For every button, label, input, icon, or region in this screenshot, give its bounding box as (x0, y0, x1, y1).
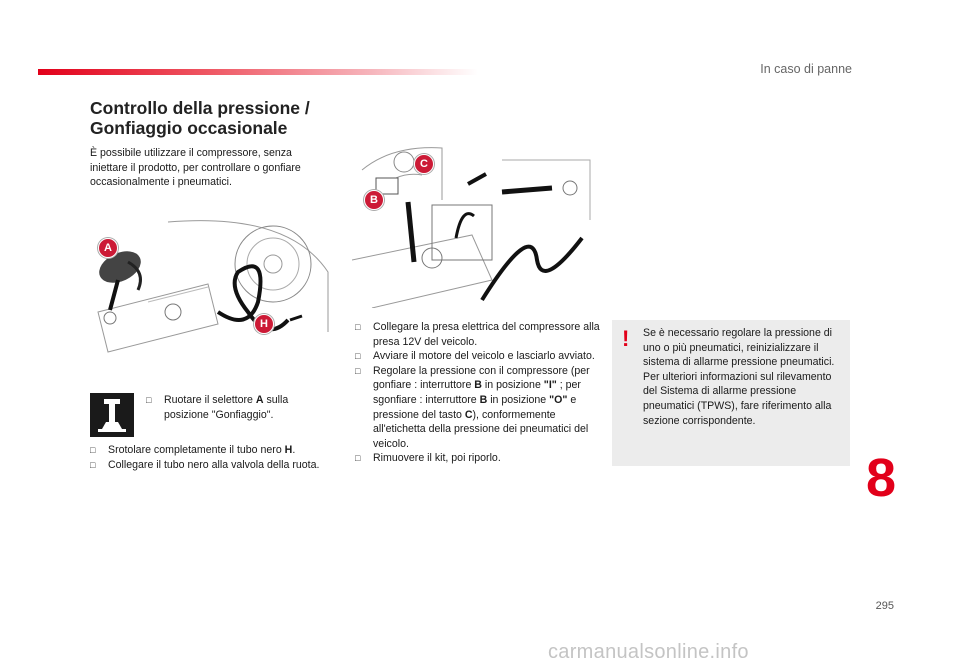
header-accent-bar (38, 69, 478, 75)
list-item (90, 443, 330, 458)
compressor-illustration (88, 212, 338, 362)
steps-left-bottom (90, 443, 330, 472)
list-item (146, 393, 326, 422)
step-text: Ruotare il selettore (164, 394, 256, 406)
exclamation-icon: ! (622, 326, 630, 351)
step-text: ), conformemente all'etichetta della pressione dei pneumatici del veicolo. (373, 408, 589, 450)
watermark-text: carmanualsonline.info (548, 641, 749, 663)
step-bold: A (255, 394, 264, 406)
section-title: In caso di panne (760, 62, 852, 76)
warning-note-line1: Se è necessario regolare la pressione di uno o più pneumatici, reinizializzare il sistema di allarme pressione pneumatici. (643, 327, 835, 369)
list-item: □ Rimuovere il kit, poi riporlo. (355, 451, 600, 466)
step-bold: H (284, 444, 293, 456)
list-item: □ Avviare il motore del veicolo e lasciarlo avviato. (355, 349, 600, 364)
warning-note-box (612, 320, 850, 466)
list-item (355, 364, 600, 452)
page-title-line2: Gonfiaggio occasionale (90, 118, 288, 138)
label-c-badge: C (414, 154, 434, 174)
step-text: in posizione (487, 393, 550, 406)
gauge-pictogram-icon (90, 393, 134, 437)
steps-left-top (146, 393, 326, 422)
step-bold: "I" (543, 379, 557, 392)
warning-note-text (643, 326, 843, 428)
step-text: in posizione (481, 379, 544, 392)
step-bold: B (479, 393, 488, 406)
figure-compressor-selector (88, 212, 338, 362)
label-a-badge: A (98, 238, 118, 258)
step-text: ; per sgonfiare : interruttore (373, 379, 581, 406)
chapter-number: 8 (866, 448, 897, 508)
step-bold: C (464, 408, 473, 421)
steps-middle (355, 320, 600, 466)
step-bold: B (474, 379, 482, 392)
intro-paragraph: È possibile utilizzare il compressore, senza iniettare il prodotto, per controllare o gonfiare occasionalmente i pneumatici. (90, 147, 301, 189)
step-text: e pressione del tasto (373, 393, 577, 421)
controls-illustration (352, 140, 592, 308)
step-bold: "O" (549, 393, 568, 406)
list-item: □ Collegare la presa elettrica del compressore alla presa 12V del veicolo. (355, 320, 600, 349)
page-title-line1: Controllo della pressione / (90, 98, 310, 118)
step-text: Regolare la pressione con il compressore (per gonfiare : interruttore (373, 364, 590, 392)
warning-note-line2: Per ulteriori informazioni sul rilevamento del Sistema di allarme pressione pneumatici (TPWS), fare riferimento alla sezione corrispondente. (643, 370, 832, 427)
list-item: □ Collegare il tubo nero alla valvola della ruota. (90, 458, 330, 473)
compressor-pictogram-icon (90, 393, 134, 437)
step-text: sulla posizione "Gonfiaggio". (164, 394, 289, 421)
label-h-badge: H (254, 314, 274, 334)
page-number: 295 (875, 600, 894, 612)
label-b-badge: B (364, 190, 384, 210)
step-text: . (292, 444, 296, 456)
figure-compressor-controls (352, 140, 592, 308)
page-title (90, 98, 350, 138)
step-text: Srotolare completamente il tubo nero (108, 444, 285, 456)
